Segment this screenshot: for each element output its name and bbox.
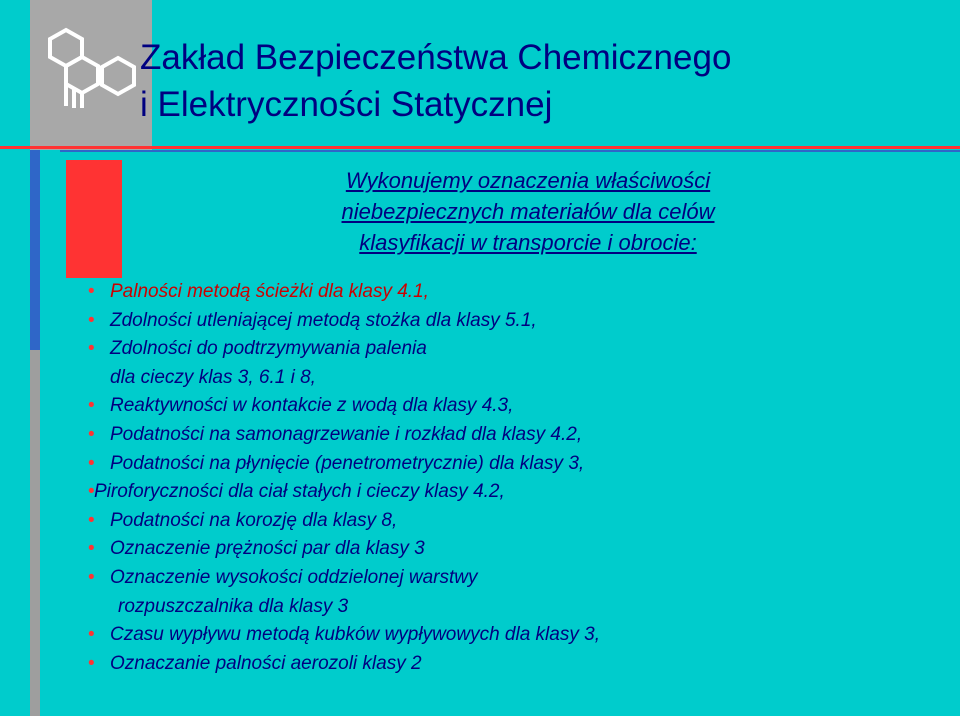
decor-blue-line: [60, 150, 960, 152]
list-item: [88, 478, 948, 507]
list-item-text: Oznaczenie prężności par dla klasy 3: [110, 538, 425, 560]
bullet-icon: •: [88, 652, 95, 674]
list-item: [88, 535, 948, 564]
list-item: [88, 307, 948, 336]
bullet-icon: •: [88, 281, 95, 302]
list-item-text: Reaktywności w kontakcie z wodą dla klasy 4.3,: [110, 395, 514, 417]
bullet-icon: •: [88, 338, 95, 360]
list-item-text: Podatności na samonagrzewanie i rozkład dla klasy 4.2,: [110, 423, 583, 445]
bullet-icon: •: [88, 309, 95, 331]
list-item: [88, 278, 948, 307]
subtitle-line-3: klasyfikacji w transporcie i obrocie:: [359, 230, 697, 255]
list-item: [88, 593, 948, 622]
bullet-icon: •: [88, 624, 95, 646]
list-item-text: Zdolności do podtrzymywania palenia: [110, 338, 427, 360]
title-line-2: i Elektryczności Statycznej: [140, 85, 553, 124]
list-item-text: Piroforyczności dla ciał stałych i cieczy klasy 4.2,: [94, 481, 505, 503]
subtitle-line-1: Wykonujemy oznaczenia właściwości: [345, 168, 711, 193]
list-item: [88, 650, 948, 679]
list-item: [88, 564, 948, 593]
hexagon-molecule-icon: [36, 22, 146, 114]
list-item-text: Podatności na płynięcie (penetrometrycznie) dla klasy 3,: [110, 452, 585, 474]
bullet-icon: •: [88, 538, 95, 560]
subtitle-line-2: niebezpiecznych materiałów dla celów: [341, 199, 715, 224]
list-item-text: Oznaczenie wysokości oddzielonej warstwy: [110, 566, 478, 588]
list-item: [88, 621, 948, 650]
list-item-text: Czasu wypływu metodą kubków wypływowych dla klasy 3,: [110, 624, 600, 646]
list-item: [88, 335, 948, 364]
decor-red-block: [66, 160, 122, 278]
page-title: [140, 34, 940, 128]
list-item-text: Podatności na korozję dla klasy 8,: [110, 509, 398, 531]
section-heading: [258, 165, 798, 258]
list-item: [88, 364, 948, 393]
list-item: [88, 507, 948, 536]
list-item-text: Zdolności utleniającej metodą stożka dla klasy 5.1,: [110, 309, 537, 331]
bullet-icon: •: [88, 509, 95, 531]
decor-red-line: [0, 146, 960, 149]
decor-blue-strip: [30, 150, 40, 350]
list-item-text: Oznaczanie palności aerozoli klasy 2: [110, 652, 422, 674]
bullet-icon: •: [88, 395, 95, 417]
list-item: [88, 421, 948, 450]
list-item: [88, 392, 948, 421]
list-item-text: rozpuszczalnika dla klasy 3: [118, 595, 349, 617]
list-item-text: Palności metodą ścieżki dla klasy 4.1,: [110, 281, 429, 302]
title-line-1: Zakład Bezpieczeństwa Chemicznego: [140, 38, 732, 77]
list-item-text: dla cieczy klas 3, 6.1 i 8,: [110, 366, 316, 388]
bullet-icon: •: [88, 481, 95, 503]
bullet-icon: •: [88, 452, 95, 474]
bullet-icon: •: [88, 423, 95, 445]
test-list: [88, 278, 948, 678]
list-item: [88, 450, 948, 479]
bullet-icon: •: [88, 566, 95, 588]
